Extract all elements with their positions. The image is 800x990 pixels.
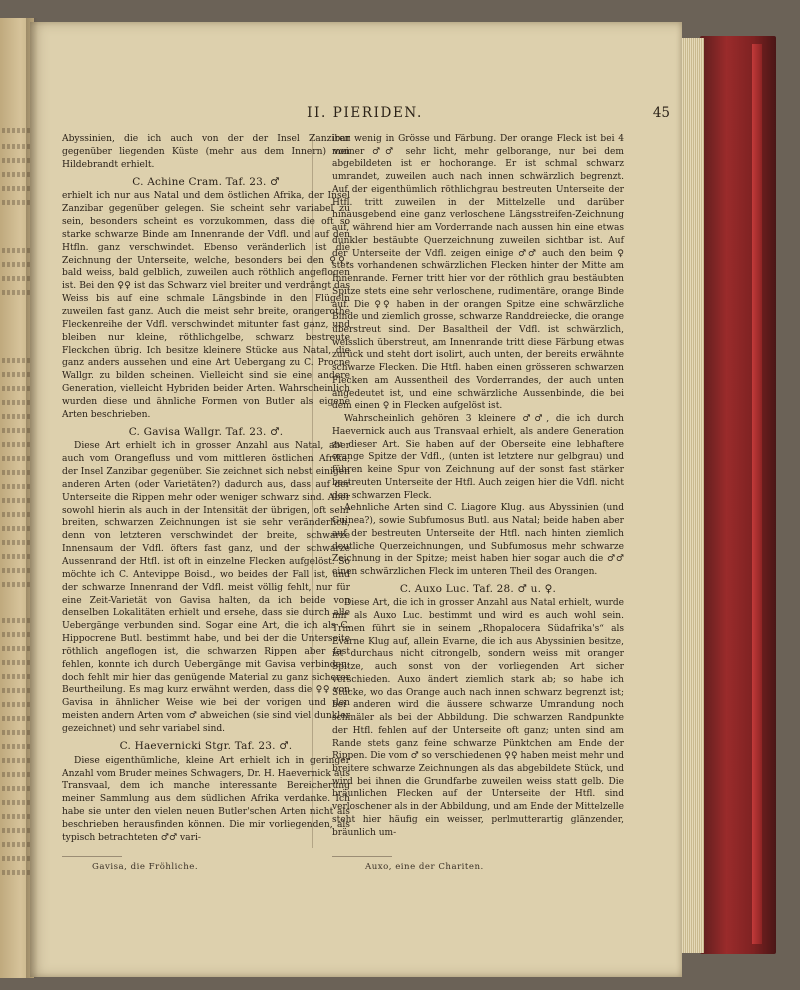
- species-heading: C. Gavisa Wallgr. Taf. 23. ♂.: [128, 425, 284, 438]
- paragraph: iren wenig in Grösse und Färbung. Der orange Fleck ist bei 4 meiner ♂♂ sehr licht, mehr gelborange, nur bei dem abgebildeten ist er hochorange. Er ist schmal schwarz umrandet, zuweilen auch nach innen schwärzlich begrenzt. Auf der eigenthümlich röthlichgrau bestreuten Unterseite der Htfl. tritt zuweilen in der Mittelzelle und darüber hinausgebend eine ganz verloschene Längsstreifen-Zeichnung auf, während hier am Vorderrande nach aussen hin eine etwas dunkler bestäubte Querzeichnung zuweilen sichtbar ist. Auf der Unterseite der Vdfl. zeigen einige ♂♂ auch den beim ♀ stets vorhandenen schwärzlichen Flecken hinter der Mitte am Innenrande. Ferner tritt hier vor der röthlich grau bestäubten Spitze stets eine sehr verloschene, rudimentäre, orange Binde auf. Die ♀♀ haben in der orangen Spitze eine schwärzliche Binde und ziemlich grosse, schwarze Randdreiecke, die orange überstreut sind. Der Basaltheil der Vdfl. ist schwärzlich, weisslich überstreut, am Innenrande tritt diese Färbung etwas zurück und steht dort isolirt, auch unten, der bereits erwähnte schwarze Flecken. Die Htfl. haben einen grösseren schwarzen Flecken am Aussentheil des Vorderrandes, der auch unten angedeutet ist, und eine schwärzliche Aussenbinde, die bei dem einen ♀ in Flecken aufgelöst ist.: [332, 134, 624, 412]
- species-heading: C. Haevernicki Stgr. Taf. 23. ♂.: [119, 739, 293, 752]
- running-header: [60, 105, 670, 125]
- cover-edge: [752, 44, 762, 944]
- paragraph: Wahrscheinlich gehören 3 kleinere ♂♂, die ich durch Haevernick auch aus Transvaal erhielt, als andere Generation zu dieser Art. Sie haben auf der Oberseite eine lebhaftere orange Spitze der Vdfl., (unten ist letztere nur gelbgrau) und führen keine Spur von Zeichnung auf der sonst fast stärker bestreuten Unterseite der Htfl. Auch zeigen hier die Vdfl. nicht den schwarzen Fleck.: [332, 414, 624, 501]
- gutter-shadow: [26, 18, 38, 978]
- paragraph: Diese eigenthümliche, kleine Art erhielt ich in geringer Anzahl vom Bruder meines Schwagers, Dr. H. Haevernick aus Transvaal, dem ich manche interessante Bereicherung meiner Sammlung aus dem südlichen Afrika verdanke. Ich habe sie unter den vielen neuen Butler'schen Arten nicht als beschrieben herausfinden können. Die mir vorliegenden, als typisch betrachteten ♂♂ vari-: [62, 755, 350, 843]
- footnote: Auxo, eine der Chariten.: [365, 862, 484, 872]
- species-heading: C. Auxo Luc. Taf. 28. ♂ u. ♀.: [399, 582, 557, 595]
- paragraph: Aehnliche Arten sind C. Liagore Klug. aus Abyssinien (und Guinea?), sowie Subfumosus Butl. aus Natal; beide haben aber auf der bestreuten Unterseite der Htfl. nach hinten ziemlich deutliche Querzeichnungen, und Subfumosus mehr schwarze Zeichnung in der Spitze; meist haben hier sogar auch die ♂♂ einen schwärzlichen Fleck im unteren Theil des Orangen.: [332, 503, 624, 577]
- header-title: II. PIERIDEN.: [307, 105, 423, 121]
- footnote-rule: [332, 856, 392, 857]
- paragraph: erhielt ich nur aus Natal und dem östlichen Afrika, der Insel Zanzibar gegenüber gelegen. Sie scheint sehr variabel zu sein, besonders scheint es vorzukommen, dass die oft so starke schwarze Binde am Innenrande der Vdfl. und auf den Htfln. ganz verschwindet. Ebenso veränderlich ist die Zeichnung der Unterseite, welche, besonders bei den ♀♀, bald weiss, bald gelblich, zuweilen auch röthlich angeflogen ist. Bei den ♀♀ ist das Schwarz viel breiter und verdrängt das Weiss bis auf eine schmale Längsbinde in den Flügeln zuweilen fast ganz. Auch die meist sehr breite, orangerothe Fleckenreihe der Vdfl. verschwindet mitunter fast ganz, und bleiben nur kleine, röthlichgelbe, schwarz bestreute Fleckchen übrig. Ich besitze kleinere Stücke aus Natal, die ganz anders aussehen und eine Art Uebergang zu C. Procne Wallgr. zu bilden scheinen. Vielleicht sind sie eine andere Generation, vielleicht Hybriden beider Arten. Wahrscheinlich wurden diese und ähnliche Formen von Butler als eigene Arten beschrieben.: [62, 191, 350, 420]
- paragraph: Abyssinien, die ich auch von der der Insel Zanzibar gegenüber liegenden Küste (mehr aus dem Innern) von Hildebrandt erhielt.: [62, 134, 350, 170]
- page-edges: [680, 38, 704, 953]
- species-heading: C. Achine Cram. Taf. 23. ♂: [132, 175, 280, 188]
- left-column: [62, 133, 350, 845]
- paragraph: Diese Art, die ich in grosser Anzahl aus Natal erhielt, wurde mir als Auxo Luc. bestimmt und wird es auch wohl sein. Trimen führt sie in seinem „Rhopalocera Südafrika's“ als Evarne Klug auf, allein Evarne, die ich aus Abyssinien besitze, ist durchaus nicht citrongelb, sondern weiss mit oranger Spitze, auch sonst von der vorliegenden Art sicher verschieden. Auxo ändert ziemlich stark ab; so habe ich Stücke, wo das Orange auch nach innen schwarz begrenzt ist; bei anderen wird die äussere schwarze Umrandung noch schmäler als bei der Abbildung. Die schwarzen Randpunkte der Htfl. fehlen auf der Unterseite oft ganz; unten sind am Rande stets ganz feine schwarze Pünktchen am Ende der Rippen. Die vom ♂ so verschiedenen ♀♀ haben meist mehr und breitere schwarze Zeichnungen als das abgebildete Stück, und wird bei ihnen die Grundfarbe zuweilen weiss statt gelb. Die bräunlichen Flecken auf der Unterseite der Htfl. sind verloschener als in der Abbildung, und am Ende der Mittelzelle steht hier häufig ein weisser, perlmutterartig glänzender, bräunlich um-: [332, 598, 624, 838]
- book-cover: [700, 36, 776, 954]
- footnote: Gavisa, die Fröhliche.: [92, 862, 199, 872]
- paragraph: Diese Art erhielt ich in grosser Anzahl aus Natal, aber auch vom Orangefluss und vom mittleren östlichen Afrika, der Insel Zanzibar gegenüber. Sie zeichnet sich nebst einigen anderen Arten (oder Varietäten?) dadurch aus, dass auf der Unterseite die Rippen mehr oder weniger schwarz sind. Aber sowohl hierin als auch in der Intensität der übrigen, oft sehr breiten, schwarzen Zeichnungen ist sie sehr veränderlich, denn von letzteren verschwindet der breite, schwarze Innensaum der Vdfl. öfters fast ganz, und der schwarze Aussenrand der Htfl. ist oft in einzelne Flecken aufgelöst. So möchte ich C. Antevippe Boisd., wo beides der Fall ist, und der schwarze Innenrand der Vdfl. meist völlig fehlt, nur für eine Zeit-Varietät von Gavisa halten, da ich beide von denselben Lokalitäten erhielt und ersehe, dass sie durch alle Uebergänge verbunden sind. Sogar eine Art, die ich als C. Hippocrene Butl. bestimmt habe, und bei der die Unterseite röthlich angeflogen ist, die schwarzen Rippen aber fast fehlen, konnte ich durch Uebergänge mit Gavisa verbinden; doch fehlt mir hier das genügende Material zu ganz sicherer Beurtheilung. Es mag kurz erwähnt werden, dass die ♀♀ von Gavisa in ähnlicher Weise wie bei der vorigen und den meisten andern Arten vom ♂ abweichen (sie sind viel dunkler gezeichnet) und sehr variabel sind.: [62, 441, 350, 734]
- footnote-rule: [62, 856, 122, 857]
- page-number: 45: [652, 105, 670, 121]
- right-column: [332, 133, 624, 839]
